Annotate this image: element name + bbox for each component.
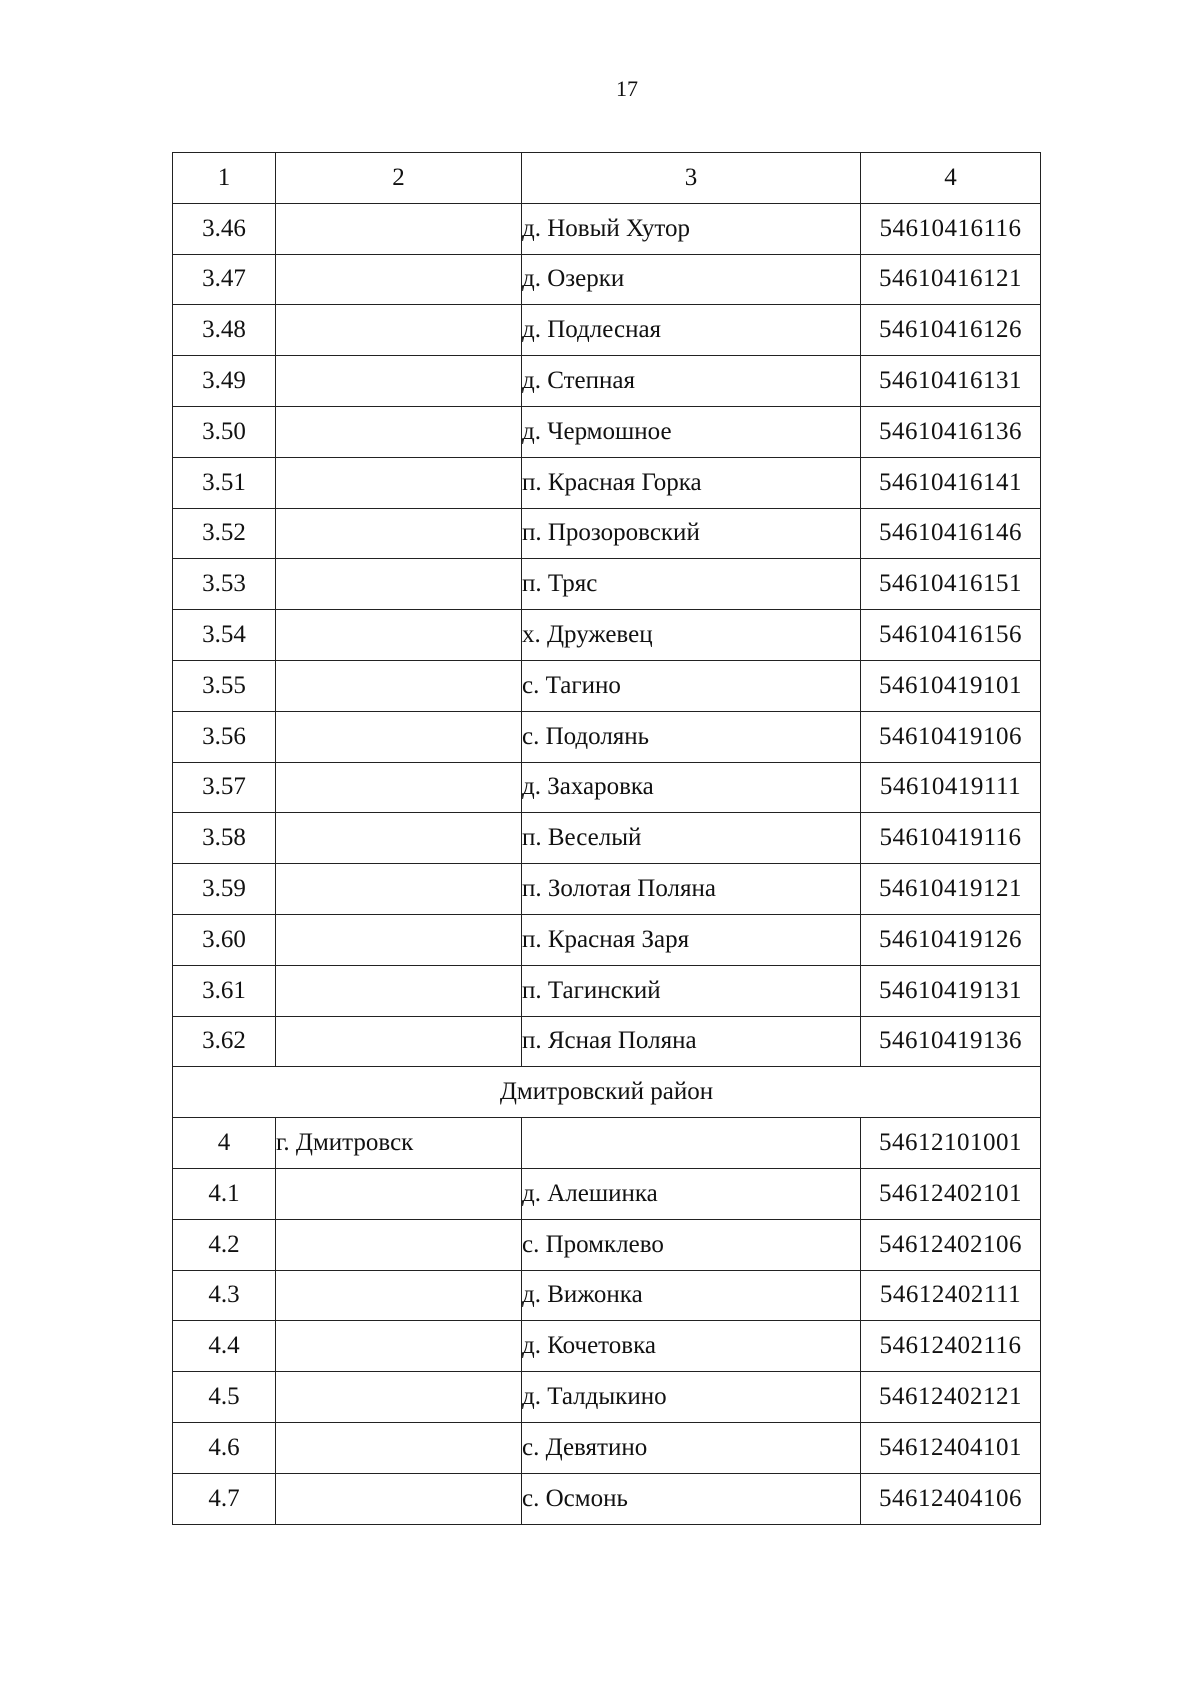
oktmo-code-cell: 54610416151 [861, 559, 1041, 610]
oktmo-code-cell: 54610416121 [861, 254, 1041, 305]
settlement-cell: с. Промклево [522, 1219, 861, 1270]
row-number-cell: 4.7 [173, 1473, 276, 1524]
district-cell [276, 1270, 522, 1321]
row-number-cell: 3.50 [173, 406, 276, 457]
settlement-cell: с. Девятино [522, 1422, 861, 1473]
settlement-cell: д. Талдыкино [522, 1372, 861, 1423]
settlement-cell: с. Тагино [522, 660, 861, 711]
row-number-cell: 3.55 [173, 660, 276, 711]
table-row [173, 965, 1041, 1016]
row-number-cell: 4.5 [173, 1372, 276, 1423]
row-number-cell: 4.4 [173, 1321, 276, 1372]
table-row [173, 813, 1041, 864]
header-cell-1: 1 [173, 153, 276, 204]
header-cell-3: 3 [522, 153, 861, 204]
table-row [173, 254, 1041, 305]
district-cell [276, 711, 522, 762]
district-cell [276, 1168, 522, 1219]
oktmo-code-cell: 54612404106 [861, 1473, 1041, 1524]
district-cell [276, 660, 522, 711]
district-cell [276, 965, 522, 1016]
row-number-cell: 4.3 [173, 1270, 276, 1321]
settlement-cell: д. Захаровка [522, 762, 861, 813]
oktmo-code-cell: 54610419121 [861, 864, 1041, 915]
oktmo-code-cell: 54612402121 [861, 1372, 1041, 1423]
table-row [173, 457, 1041, 508]
table-row [173, 356, 1041, 407]
district-cell [276, 762, 522, 813]
header-cell-4: 4 [861, 153, 1041, 204]
settlement-cell: д. Озерки [522, 254, 861, 305]
table-row [173, 1422, 1041, 1473]
header-cell-2: 2 [276, 153, 522, 204]
oktmo-code-cell: 54612404101 [861, 1422, 1041, 1473]
table-row [173, 914, 1041, 965]
table-row [173, 1168, 1041, 1219]
district-cell [276, 1219, 522, 1270]
oktmo-code-cell: 54612402111 [861, 1270, 1041, 1321]
district-cell [276, 914, 522, 965]
table-row [173, 1219, 1041, 1270]
settlement-cell: д. Вижонка [522, 1270, 861, 1321]
row-number-cell: 3.53 [173, 559, 276, 610]
table-row [173, 610, 1041, 661]
oktmo-code-cell: 54610419131 [861, 965, 1041, 1016]
district-cell [276, 610, 522, 661]
district-cell [276, 1016, 522, 1067]
page-number: 17 [616, 76, 638, 101]
oktmo-code-cell: 54612101001 [861, 1118, 1041, 1169]
table-body [173, 153, 1041, 1525]
district-cell [276, 813, 522, 864]
row-number-cell: 3.61 [173, 965, 276, 1016]
row-number-cell: 3.46 [173, 203, 276, 254]
oktmo-code-cell: 54610416141 [861, 457, 1041, 508]
settlement-cell: п. Красная Горка [522, 457, 861, 508]
settlement-cell: п. Красная Заря [522, 914, 861, 965]
oktmo-code-cell: 54610416126 [861, 305, 1041, 356]
district-cell [276, 406, 522, 457]
row-number-cell: 3.49 [173, 356, 276, 407]
row-number-cell: 3.52 [173, 508, 276, 559]
table-row [173, 660, 1041, 711]
row-number-cell: 4.2 [173, 1219, 276, 1270]
table-row [173, 1372, 1041, 1423]
settlement-cell: п. Тряс [522, 559, 861, 610]
oktmo-code-cell: 54610416146 [861, 508, 1041, 559]
district-cell [276, 356, 522, 407]
settlement-cell: с. Подолянь [522, 711, 861, 762]
settlement-cell: п. Ясная Поляна [522, 1016, 861, 1067]
row-number-cell: 3.57 [173, 762, 276, 813]
oktmo-code-cell: 54610419126 [861, 914, 1041, 965]
oktmo-code-cell: 54610419111 [861, 762, 1041, 813]
row-number-cell: 3.47 [173, 254, 276, 305]
district-cell [276, 1372, 522, 1423]
row-number-cell: 3.54 [173, 610, 276, 661]
header-row [173, 153, 1041, 204]
table-row [173, 1118, 1041, 1169]
table-row [173, 1016, 1041, 1067]
table-row [173, 203, 1041, 254]
district-cell [276, 1422, 522, 1473]
table-row [173, 559, 1041, 610]
row-number-cell: 3.60 [173, 914, 276, 965]
settlement-cell: д. Подлесная [522, 305, 861, 356]
table-row [173, 762, 1041, 813]
oktmo-code-cell: 54612402106 [861, 1219, 1041, 1270]
oktmo-code-cell: 54610416156 [861, 610, 1041, 661]
oktmo-code-cell: 54610416116 [861, 203, 1041, 254]
settlement-cell: д. Кочетовка [522, 1321, 861, 1372]
oktmo-code-cell: 54610419106 [861, 711, 1041, 762]
row-number-cell: 3.58 [173, 813, 276, 864]
table-row [173, 1270, 1041, 1321]
table-row [173, 864, 1041, 915]
settlement-cell: д. Степная [522, 356, 861, 407]
row-number-cell: 3.48 [173, 305, 276, 356]
row-number-cell: 4.6 [173, 1422, 276, 1473]
settlement-cell: п. Тагинский [522, 965, 861, 1016]
district-cell [276, 559, 522, 610]
row-number-cell: 3.62 [173, 1016, 276, 1067]
section-row [173, 1067, 1041, 1118]
settlements-table [172, 152, 1041, 1525]
settlement-cell: д. Новый Хутор [522, 203, 861, 254]
district-cell [276, 1473, 522, 1524]
table-row [173, 305, 1041, 356]
district-cell [276, 864, 522, 915]
district-cell [276, 254, 522, 305]
district-cell [276, 305, 522, 356]
row-number-cell: 3.51 [173, 457, 276, 508]
settlement-cell [522, 1118, 861, 1169]
oktmo-code-cell: 54612402101 [861, 1168, 1041, 1219]
table-row [173, 711, 1041, 762]
district-cell: г. Дмитровск [276, 1118, 522, 1169]
row-number-cell: 4 [173, 1118, 276, 1169]
row-number-cell: 4.1 [173, 1168, 276, 1219]
district-cell [276, 1321, 522, 1372]
oktmo-code-cell: 54610419136 [861, 1016, 1041, 1067]
section-title: Дмитровский район [173, 1067, 1041, 1118]
settlement-cell: д. Чермошное [522, 406, 861, 457]
table-row [173, 406, 1041, 457]
oktmo-code-cell: 54610416136 [861, 406, 1041, 457]
row-number-cell: 3.59 [173, 864, 276, 915]
oktmo-code-cell: 54610419116 [861, 813, 1041, 864]
district-cell [276, 508, 522, 559]
district-cell [276, 457, 522, 508]
district-cell [276, 203, 522, 254]
oktmo-code-cell: 54610419101 [861, 660, 1041, 711]
settlement-cell: х. Дружевец [522, 610, 861, 661]
settlement-cell: п. Веселый [522, 813, 861, 864]
settlement-cell: с. Осмонь [522, 1473, 861, 1524]
row-number-cell: 3.56 [173, 711, 276, 762]
settlement-cell: п. Прозоровский [522, 508, 861, 559]
table-row [173, 508, 1041, 559]
settlement-cell: д. Алешинка [522, 1168, 861, 1219]
oktmo-code-cell: 54612402116 [861, 1321, 1041, 1372]
settlement-cell: п. Золотая Поляна [522, 864, 861, 915]
oktmo-code-cell: 54610416131 [861, 356, 1041, 407]
table-row [173, 1473, 1041, 1524]
table-row [173, 1321, 1041, 1372]
